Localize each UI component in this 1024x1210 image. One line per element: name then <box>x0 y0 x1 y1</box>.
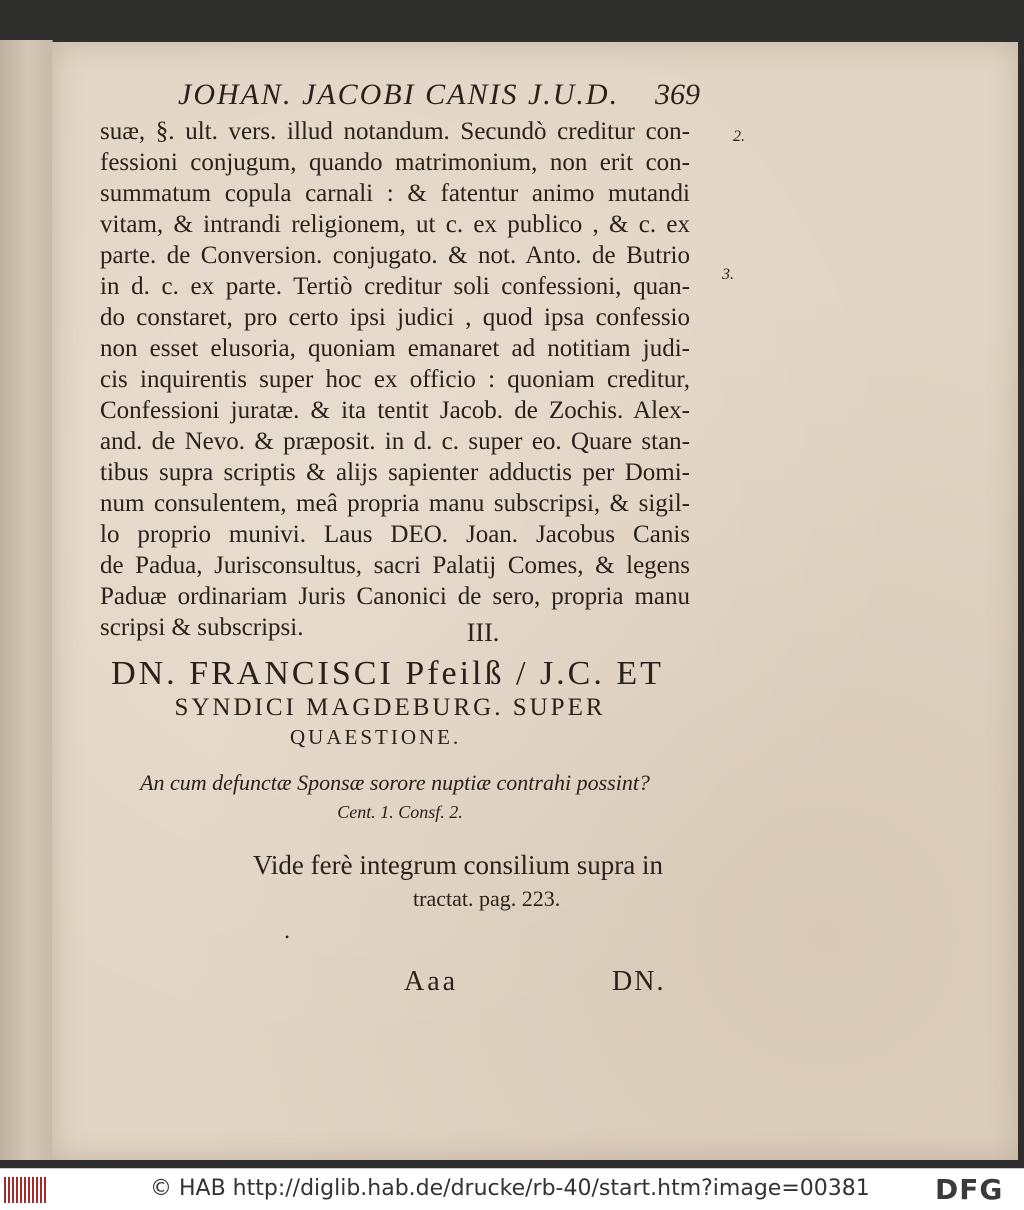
body-line: tibus supra scriptis & alijs sapienter adductis per Domi- <box>100 459 690 486</box>
note-line-1: Vide ferè integrum consilium supra in <box>253 850 664 880</box>
signature-mark: Aaa <box>404 966 459 997</box>
catchword: DN. <box>612 966 666 997</box>
page-number: 369 <box>655 78 700 111</box>
footer-bar <box>0 1168 1024 1210</box>
body-line: and. de Nevo. & præposit. in d. c. super eo. Quare stan- <box>100 428 690 455</box>
footer-credit: © HAB http://diglib.hab.de/drucke/rb-40/start.htm?image=00381 <box>150 1176 870 1201</box>
section-number: III. <box>466 618 500 647</box>
body-line: parte. de Conversion. conjugato. & not. Anto. de Butrio <box>100 242 690 269</box>
question-line: An cum defunctæ Sponsæ sorore nuptiæ contrahi possint? <box>140 770 650 795</box>
margin-note-3: 3. <box>722 266 734 283</box>
reference-line: Cent. 1. Consf. 2. <box>337 802 463 822</box>
note-line-2: tractat. pag. 223. <box>413 886 561 911</box>
body-line: suæ, §. ult. vers. illud notandum. Secundò creditur con- <box>100 118 690 145</box>
body-line: cis inquirentis super hoc ex officio : quoniam creditur, <box>100 366 690 393</box>
dfg-logo: DFG <box>935 1173 1004 1206</box>
heading-line-3: QUAESTIONE. <box>290 725 462 749</box>
margin-note-2: 2. <box>733 128 745 145</box>
body-line: de Padua, Jurisconsultus, sacri Palatij Comes, & legens <box>100 552 690 579</box>
body-line: summatum copula carnali : & fatentur animo mutandi <box>100 180 690 207</box>
ink-speck: • <box>285 930 290 944</box>
heading-line-1: DN. FRANCISCI Pfeilß / J.C. ET <box>111 655 664 692</box>
body-line: non esset elusoria, quoniam emanaret ad notitiam judi- <box>100 335 690 362</box>
body-line: Paduæ ordinariam Juris Canonici de sero, propria manu <box>100 583 690 610</box>
body-line: in d. c. ex parte. Tertiò creditur soli confessioni, quan- <box>100 273 690 300</box>
running-head: JOHAN. JACOBI CANIS J.U.D. <box>178 78 620 111</box>
hab-barcode-logo-icon <box>4 1177 48 1203</box>
body-line: scripsi & subscripsi. <box>100 614 304 641</box>
body-line: lo proprio munivi. Laus DEO. Joan. Jacobus Canis <box>100 521 690 548</box>
body-line: num consulentem, meâ propria manu subscripsi, & sigil- <box>100 490 690 517</box>
body-line: do constaret, pro certo ipsi judici , quod ipsa confessio <box>100 304 690 331</box>
body-line: Confessioni juratæ. & ita tentit Jacob. de Zochis. Alex- <box>100 397 690 424</box>
heading-line-2: SYNDICI MAGDEBURG. SUPER <box>174 694 606 721</box>
body-line: fessioni conjugum, quando matrimonium, non erit con- <box>100 149 690 176</box>
previous-page-edge <box>0 40 53 1160</box>
body-text <box>100 116 690 643</box>
body-line: vitam, & intrandi religionem, ut c. ex publico , & c. ex <box>100 211 690 238</box>
